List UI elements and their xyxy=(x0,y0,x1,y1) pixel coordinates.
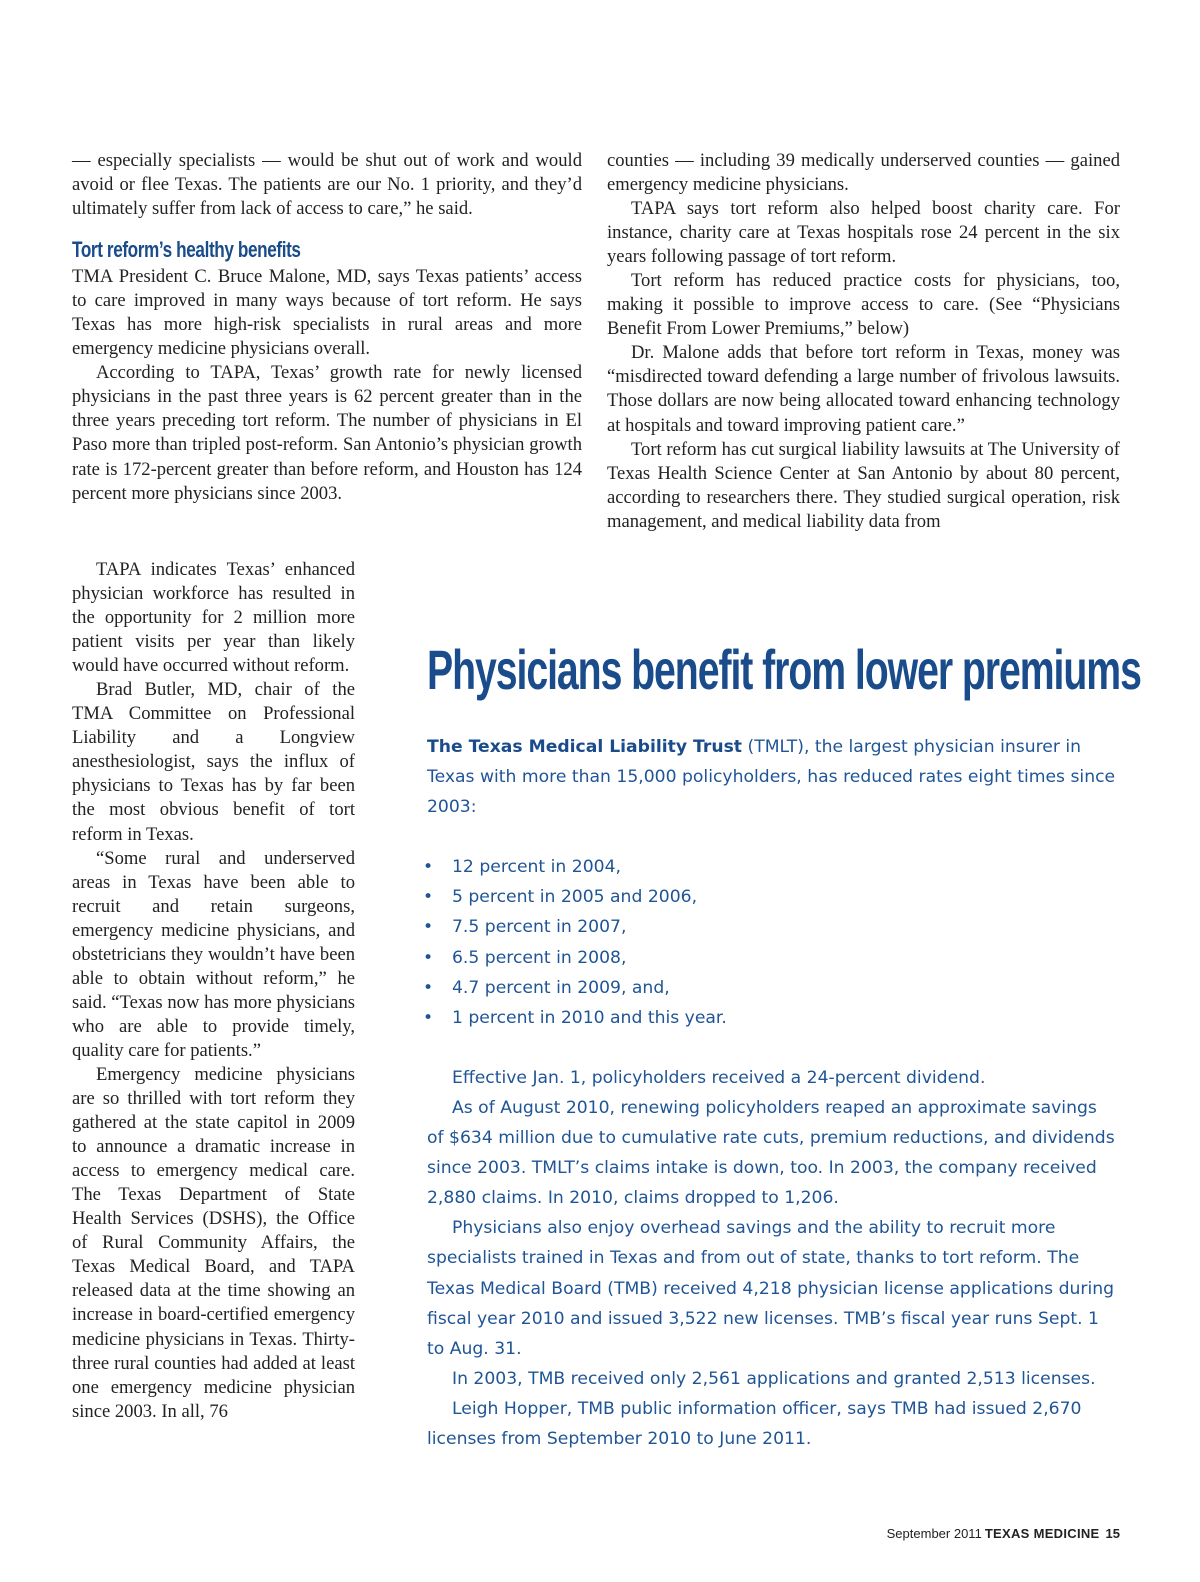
list-item xyxy=(423,912,1127,942)
list-item xyxy=(423,973,1127,1003)
body-paragraph: Tort reform has reduced practice costs for physicians, too, making it possible to improve access to care. (See “Physicians Benefit From Lower Premiums,” below) xyxy=(607,270,1120,340)
section-subhead: Tort reform’s healthy benefits xyxy=(72,237,301,263)
bullet-icon: • xyxy=(423,857,434,878)
list-item-text: 12 percent in 2004, xyxy=(452,857,621,878)
list-item-text: 1 percent in 2010 and this year. xyxy=(452,1007,727,1028)
body-paragraph: Tort reform has cut surgical liability lawsuits at The University of Texas Health Science Center at San Antonio by about 80 percent, according to researchers there. They studied surgical operation, risk management, and medical liability data from xyxy=(607,438,1120,532)
body-paragraph: TAPA indicates Texas’ enhanced physician workforce has resulted in the opportunity for 2 million more patient visits per year than likely would have occurred without reform. xyxy=(72,559,355,677)
list-item xyxy=(423,852,1127,882)
sidebar-body xyxy=(427,1063,1117,1454)
left-column-top xyxy=(72,149,582,506)
page-number: 15 xyxy=(1105,1526,1120,1541)
list-item-text: 6.5 percent in 2008, xyxy=(452,947,627,968)
sidebar-paragraph: Leigh Hopper, TMB public information officer, says TMB had issued 2,670 licenses from September 2010 to June 2011. xyxy=(427,1398,1082,1449)
sidebar-paragraph: Effective Jan. 1, policyholders received a 24-percent dividend. xyxy=(452,1067,986,1088)
body-paragraph: counties — including 39 medically underserved counties — gained emergency medicine physicians. xyxy=(607,150,1120,196)
list-item-text: 7.5 percent in 2007, xyxy=(452,917,627,938)
sidebar-intro-bold: The Texas Medical Liability Trust xyxy=(427,737,743,757)
body-paragraph: “Some rural and underserved areas in Texas have been able to recruit and retain surgeons, emergency medicine physicians, and obstetricians they wouldn’t have been able to obtain without reform,” he said. “Texas now has more physicians who are able to provide timely, quality care for patients.” xyxy=(72,847,355,1061)
left-column-narrow xyxy=(72,558,355,1424)
footer-magazine-name: TEXAS MEDICINE xyxy=(984,1526,1100,1541)
body-paragraph: TMA President C. Bruce Malone, MD, says Texas patients’ access to care improved in many ways because of tort reform. He says Texas has more high-risk specialists in rural areas and more emergency medicine physicians overall. xyxy=(72,266,582,360)
sidebar-paragraph: As of August 2010, renewing policyholders reaped an approximate savings of $634 million due to cumulative rate cuts, premium reductions, and dividends since 2003. TMLT’s claims intake is down, too. In 2003, the company received 2,880 claims. In 2010, claims dropped to 1,206. xyxy=(427,1097,1115,1209)
list-item xyxy=(423,943,1127,973)
sidebar-paragraph: In 2003, TMB received only 2,561 applications and granted 2,513 licenses. xyxy=(452,1368,1096,1389)
list-item-text: 5 percent in 2005 and 2006, xyxy=(452,887,698,908)
sidebar-intro-text: (TMLT), the largest physician insurer in Texas with more than 15,000 policyholders, has reduced rates eight times since 2003: xyxy=(427,737,1116,818)
body-paragraph: Emergency medicine physicians are so thrilled with tort reform they gathered at the state capitol in 2009 to announce a dramatic increase in access to emergency medical care. The Texas Department of State Health Services (DSHS), the Office of Rural Community Affairs, the Texas Medical Board, and TAPA released data at the time showing an increase in board-certified emergency medicine physicians in Texas. Thirty-three rural counties had added at least one emergency medicine physician since 2003. In all, 76 xyxy=(72,1063,355,1422)
right-column-top xyxy=(607,149,1120,534)
sidebar-title: Physicians benefit from lower premiums xyxy=(427,638,1141,701)
page-footer xyxy=(887,1526,1120,1541)
list-item xyxy=(423,1003,1127,1033)
body-paragraph: TAPA says tort reform also helped boost charity care. For instance, charity care at Texas hospitals rose 24 percent in the six years following passage of tort reform. xyxy=(607,198,1120,268)
bullet-icon: • xyxy=(423,1007,434,1028)
list-item xyxy=(423,882,1127,912)
footer-date: September 2011 xyxy=(886,1526,982,1541)
premiums-sidebar xyxy=(423,630,1141,1454)
bullet-icon: • xyxy=(423,977,434,998)
bullet-icon: • xyxy=(423,947,434,968)
body-paragraph: Dr. Malone adds that before tort reform in Texas, money was “misdirected toward defending a large number of frivolous lawsuits. Those dollars are now being allocated toward enhancing technology at hospitals and toward improving patient care.” xyxy=(607,342,1120,436)
sidebar-paragraph: Physicians also enjoy overhead savings and the ability to recruit more specialists trained in Texas and from out of state, thanks to tort reform. The Texas Medical Board (TMB) received 4,218 physician license applications during fiscal year 2010 and issued 3,522 new licenses. TMB’s fiscal year runs Sept. 1 to Aug. 31. xyxy=(427,1218,1115,1359)
sidebar-intro xyxy=(427,732,1117,822)
rate-cut-list xyxy=(423,852,1127,1033)
list-item-text: 4.7 percent in 2009, and, xyxy=(452,977,670,998)
body-paragraph: Brad Butler, MD, chair of the TMA Committee on Professional Liability and a Longview anesthesiologist, says the influx of physicians to Texas has by far been the most obvious benefit of tort reform in Texas. xyxy=(72,679,355,845)
bullet-icon: • xyxy=(423,887,434,908)
body-paragraph: — especially specialists — would be shut out of work and would avoid or flee Texas. The patients are our No. 1 priority, and they’d ultimately suffer from lack of access to care,” he said. xyxy=(72,150,582,220)
body-paragraph: According to TAPA, Texas’ growth rate for newly licensed physicians in the past three years is 62 percent greater than in the three years preceding tort reform. The number of physicians in El Paso more than tripled post-reform. San Antonio’s physician growth rate is 172-percent greater than before reform, and Houston has 124 percent more physicians since 2003. xyxy=(72,362,582,504)
bullet-icon: • xyxy=(423,917,434,938)
